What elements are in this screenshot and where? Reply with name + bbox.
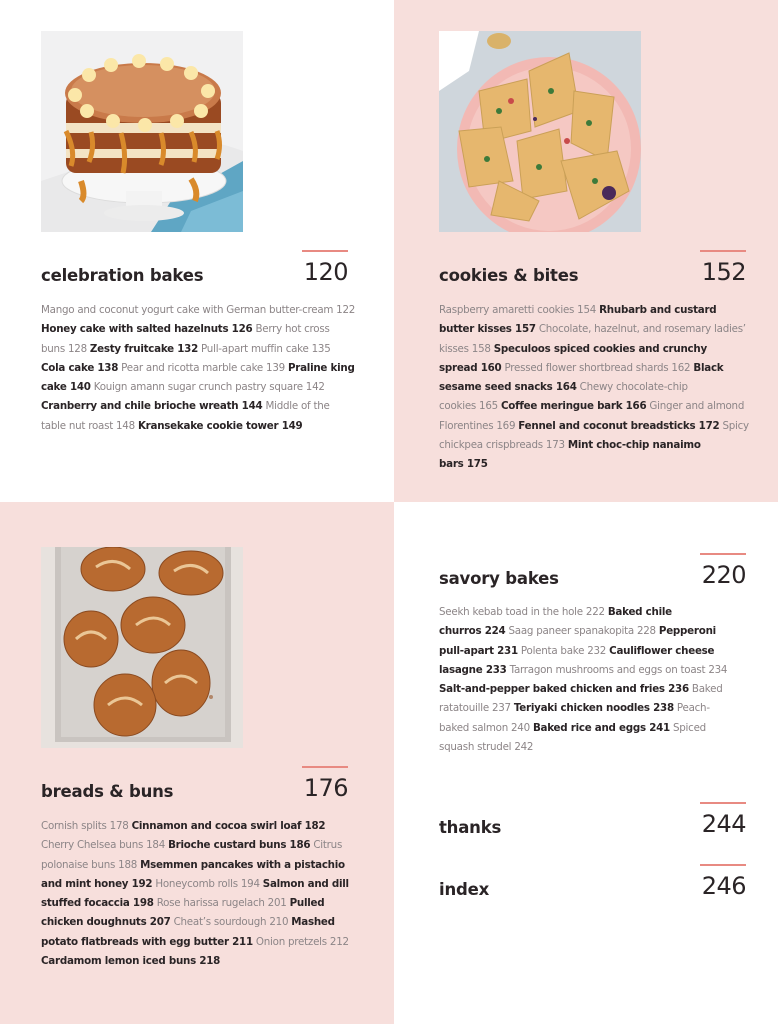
recipe-list-breads (41, 817, 356, 971)
section-title-index: index (439, 880, 490, 899)
recipe-entry: Zesty fruitcake 132 (89, 342, 198, 355)
recipe-entry: Pull-apart muffin cake 135 (201, 342, 331, 355)
recipe-entry: Ginger and almond Florentines 169 (439, 400, 745, 432)
recipe-entry: Peach-baked salmon 240 (439, 702, 710, 734)
recipe-entry: Spiced squash strudel 242 (439, 721, 706, 754)
accent-rule (700, 864, 746, 866)
buns-photo (41, 547, 243, 748)
cake-photo (41, 31, 243, 232)
recipe-entry: Kransekake cookie tower 149 (137, 419, 303, 432)
recipe-entry: Chocolate, hazelnut, and rosemary ladies’ kisses 158 (439, 323, 746, 355)
section-page-celebration: 120 (303, 258, 348, 286)
recipe-entry: Kouign amann sugar crunch pastry square 142 (93, 381, 325, 394)
recipe-list-savory (439, 603, 739, 757)
recipe-entry: Seekh kebab toad in the hole 222 (439, 606, 605, 618)
recipe-entry: Mango and coconut yogurt cake with German butter-cream 122 (41, 304, 356, 316)
recipe-entry: Cardamom lemon iced buns 218 (41, 955, 221, 968)
recipe-entry: Cinnamon and cocoa swirl loaf 182 (131, 820, 326, 832)
recipe-entry: Honey cake with salted hazelnuts 126 (41, 323, 253, 336)
section-title-celebration: celebration bakes (41, 266, 204, 285)
recipe-entry: Salmon and dill stuffed focaccia 198 (41, 877, 349, 910)
recipe-entry: Rhubarb and custard butter kisses 157 (439, 304, 717, 336)
section-page-breads: 176 (303, 774, 348, 802)
section-title-cookies: cookies & bites (439, 266, 579, 285)
recipe-entry: Mint choc-chip nanaimo bars 175 (439, 439, 701, 471)
recipe-entry: Cranberry and chile brioche wreath 144 (41, 400, 263, 413)
recipe-entry: Cola cake 138 (41, 361, 119, 374)
recipe-entry: Cheat’s sourdough 210 (173, 916, 289, 929)
recipe-entry: Brioche custard buns 186 (168, 839, 311, 852)
section-page-thanks: 244 (701, 810, 746, 838)
section-page-savory: 220 (701, 561, 746, 589)
section-page-index: 246 (701, 872, 746, 900)
recipe-entry: Saag paneer spanakopita 228 (508, 625, 656, 638)
recipe-entry: Cauliflower cheese lasagne 233 (439, 644, 715, 676)
recipe-entry: Baked rice and eggs 241 (532, 721, 670, 734)
recipe-entry: Cornish splits 178 (41, 820, 129, 832)
accent-rule (700, 802, 746, 804)
recipe-entry: Onion pretzels 212 (255, 935, 349, 948)
accent-rule (302, 766, 348, 768)
recipe-entry: Tarragon mushrooms and eggs on toast 234 (509, 663, 728, 676)
recipe-entry: Honeycomb rolls 194 (155, 877, 260, 890)
recipe-list-cookies (439, 301, 749, 475)
recipe-entry: Baked chile churros 224 (439, 606, 672, 638)
recipe-entry: Black sesame seed snacks 164 (439, 361, 724, 394)
section-page-cookies: 152 (701, 258, 746, 286)
recipe-entry: Cherry Chelsea buns 184 (41, 839, 166, 852)
recipe-entry: Middle of the table nut roast 148 (41, 400, 330, 432)
cookies-photo (439, 31, 641, 232)
recipe-entry: Chewy chocolate-chip cookies 165 (439, 381, 688, 413)
accent-rule (302, 250, 348, 252)
accent-rule (700, 553, 746, 555)
recipe-entry: Praline king cake 140 (41, 361, 355, 394)
recipe-entry: Baked ratatouille 237 (439, 683, 723, 715)
section-title-thanks: thanks (439, 818, 502, 837)
recipe-entry: Speculoos spiced cookies and crunchy spread 160 (439, 342, 707, 374)
recipe-entry: Raspberry amaretti cookies 154 (439, 304, 597, 316)
recipe-entry: Fennel and coconut breadsticks 172 (518, 419, 720, 432)
recipe-entry: Polenta bake 232 (520, 644, 607, 657)
recipe-entry: Mashed potato flatbreads with egg butter 211 (41, 916, 335, 948)
recipe-list-celebration (41, 301, 356, 436)
accent-rule (700, 250, 746, 252)
section-title-savory: savory bakes (439, 569, 559, 588)
recipe-entry: Msemmen pancakes with a pistachio and mint honey 192 (41, 858, 345, 890)
recipe-entry: Spicy chickpea crispbreads 173 (439, 419, 749, 452)
recipe-entry: Citrus polonaise buns 188 (41, 839, 343, 871)
recipe-entry: Salt-and-pepper baked chicken and fries 236 (439, 683, 689, 696)
recipe-entry: Berry hot cross buns 128 (41, 323, 330, 355)
recipe-entry: Teriyaki chicken noodles 238 (513, 702, 674, 715)
recipe-entry: Pear and ricotta marble cake 139 (121, 361, 285, 374)
recipe-entry: Pressed flower shortbread shards 162 (504, 361, 691, 374)
recipe-entry: Pepperoni pull-apart 231 (439, 625, 716, 657)
recipe-entry: Pulled chicken doughnuts 207 (41, 897, 325, 929)
section-title-breads: breads & buns (41, 782, 174, 801)
recipe-entry: Coffee meringue bark 166 (501, 400, 647, 413)
recipe-entry: Rose harissa rugelach 201 (156, 897, 287, 910)
